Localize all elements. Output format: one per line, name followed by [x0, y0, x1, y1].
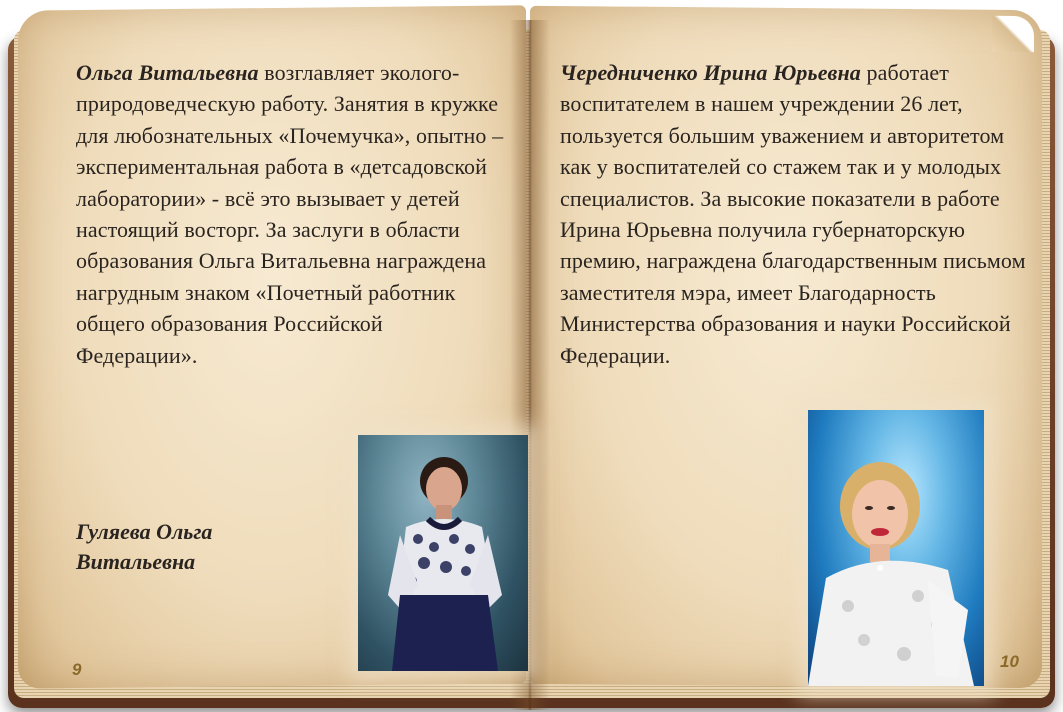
- right-paragraph: [560, 57, 1030, 371]
- page-number-right: 10: [1000, 652, 1019, 671]
- left-paragraph: [76, 57, 506, 371]
- portrait-woman-white-dress-icon: [808, 410, 984, 686]
- left-paragraph-body: возглавляет эколого-природоведческую работу. Занятия в кружке для любознательных «Почемучка», опытно – экспериментальная работа в «детсадовской лаборатории» - всё это вызывает у детей настоящий восторг. За заслуги в области образования Ольга Витальевна награждена нагрудным знаком «Почетный работник общего образования Российской Федерации».: [76, 60, 504, 368]
- portrait-photo-right: [808, 410, 984, 686]
- right-paragraph-name: Чередниченко Ирина Юрьевна: [560, 60, 861, 85]
- portrait-woman-dark-dress-icon: [358, 435, 528, 671]
- left-name-caption: [76, 517, 336, 577]
- page-number-left: 9: [72, 660, 82, 679]
- page-curl-corner: [992, 16, 1034, 52]
- left-paragraph-name: Ольга Витальевна: [76, 60, 259, 85]
- caption-line-2: Витальевна: [76, 549, 196, 574]
- right-paragraph-body: работает воспитателем в нашем учреждении 26 лет, пользуется большим уважением и авторитетом как у воспитателей со стажем так и у молодых специалистов. За высокие показатели в работе Ирина Юрьевна получила губернаторскую премию, награждена благодарственным письмом заместителя мэра, имеет Благодарность Министерства образования и науки Российской Федерации.: [560, 60, 1026, 368]
- caption-line-1: Гуляева Ольга: [76, 519, 213, 544]
- portrait-photo-left: [358, 435, 528, 671]
